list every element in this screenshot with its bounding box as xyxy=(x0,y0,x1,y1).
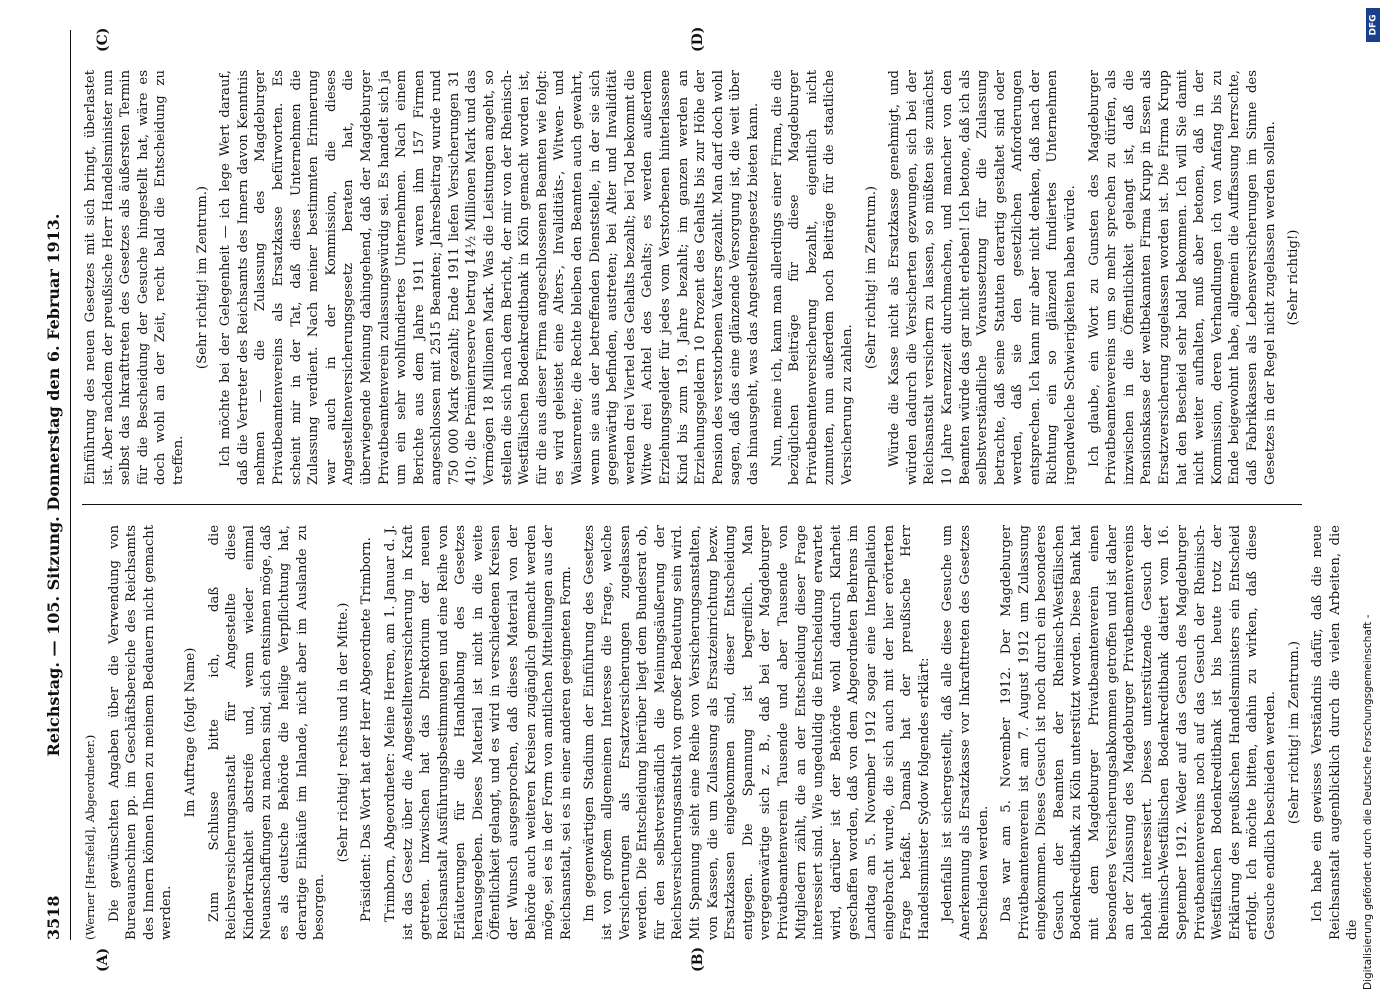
paragraph: Einführung des neuen Gesetzes mit sich bringt, überlastet ist. Aber nachdem der preußische Herr Handelsminister nun selbst das Inkrafttreten des Gesetzes als äußersten Termin für die Bescheidung der Gesuche hingestellt hat, wäre es doch wohl an der Zeit, recht bald die Entscheidung zu treffen. xyxy=(83,70,186,485)
page-header xyxy=(40,30,71,940)
president-statement: Präsident: Das Wort hat der Herr Abgeordnete Trimborn. xyxy=(359,537,375,922)
right-column xyxy=(82,70,1312,485)
interjection: (Sehr richtig! im Zentrum.) xyxy=(194,185,210,370)
running-title: Reichstag. — 105. Sitzung. Donnerstag den 6. Februar 1913. xyxy=(44,213,63,757)
left-column xyxy=(82,525,1361,940)
signature-line: Im Auftrage (folgt Name) xyxy=(182,647,198,818)
interjection: (Sehr richtig! rechts und in der Mitte.) xyxy=(335,602,351,863)
margin-mark-c: (C) xyxy=(95,27,111,52)
margin-mark-a: (A) xyxy=(95,947,111,972)
interjection: (Sehr richtig! im Zentrum.) xyxy=(863,185,879,370)
dfg-logo-text: DFG xyxy=(1368,14,1379,36)
paragraph: Ich möchte bei der Gelegenheit — ich lege Wert darauf, daß die Vertreter des Reichsamts des Innern davon Kenntnis nehmen — die Zulassung des Magdeburger Privatbeamtenvereins als Ersatzkasse befürworten. Es scheint mir in der Tat, daß dieses Unternehmen die Zulassung verdient. Nach meiner bestimmten Erinnerung war auch in der Kommission, die dieses Angestelltenversicherungsgesetz beraten hat, die überwiegende Meinung dahingehend, daß der Magdeburger Privatbeamtenverein zulassungswürdig sei. Es handelt sich ja um ein sehr wohlfundiertes Unternehmen. Nach einem Berichte aus dem Jahre 1911 waren ihm 157 Firmen angeschlossen mit 2515 Beamten; Jahresbeitrag wurde rund 750 000 Mark gezahlt; Ende 1911 liefen Versicherungen 31 410; die Prämienreserve betrug 14½ Millionen Mark und das Vermögen 18 Millionen Mark. Was die Leistungen angeht, so stellen die sich nach dem Bericht, der mir von der Rheinisch-Westfälischen Bodenkreditbank in Köln gemacht worden ist, für die aus dieser Firma angeschlossenen Beamten wie folgt: es wird geleistet eine Alters-, Invaliditäts-, Witwen- und Waisenrente; die Rechte bleiben den Beamten auch gewahrt, wenn sie aus der betreffenden Dienststelle, in der sie sich gegenwärtig befinden, austreten; bei Alter und Invalidität werden drei Viertel des Gehalts bezahlt; bei Tod bekommt die Witwe drei Achtel des Gehalts; es werden außerdem Erziehungsgelder für jedes vom Verstorbenen hinterlassene Kind bis zum 19. Jahre bezahlt; im ganzen werden an Erziehungsgeldern 10 Prozent des Gehalts bis zur Höhe der Pension des verstorbenen Vaters gezahlt. Man darf doch wohl sagen, daß das eine glänzende Versorgung ist, die weit über das hinausgeht, was das Angestelltengesetz bieten kann. xyxy=(218,70,761,485)
speaker-continuation: (Werner [Hersfeld], Abgeordneter.) xyxy=(83,734,97,940)
quotation: Jedenfalls ist sichergestellt, daß alle diese Gesuche um Anerkennung als Ersatzkasse vor Inkrafttreten des Gesetzes beschieden werden. xyxy=(940,525,991,940)
dfg-logo xyxy=(1366,8,1380,42)
page-number: 3518 xyxy=(44,895,63,940)
paragraph: Die gewünschten Angaben über die Verwendung von Bureauanschinen pp. im Geschäftsbereiche des Reichsamts des Innern können Ihnen zu meinem Bedauern nicht gemacht werden. xyxy=(106,525,175,940)
paragraph: Ich habe ein gewisses Verständnis dafür, daß die neue Reichsanstalt augenblicklich durch die vielen Arbeiten, die die xyxy=(1310,525,1361,940)
digitization-credit: Digitalisierung gefördert durch die Deutsche Forschungsgemeinschaft - xyxy=(1362,614,1374,990)
paragraph: Im gegenwärtigen Stadium der Einführung des Gesetzes ist von großem allgemeinen Interesse die Frage, welche Versicherungen als Ersatzversicherungen zugelassen werden. Die Entscheidung hierüber liegt dem Bundesrat ob, für den selbstverständlich die Meinungsäußerung der Reichsversicherungsanstalt von großer Bedeutung sein wird. Mit Spannung sieht eine Reihe von Versicherungsanstalten, von Kassen, die um Zulassung als Ersatzeinrichtung bezw. Ersatzkassen eingekommen sind, dieser Entscheidung entgegen. Die Spannung ist begreiflich. Man vergegenwärtige sich z. B., daß bei der Magdeburger Privatbeamtenverein Tausende und aber Tausende von Mitgliedern zählt, die an der Entscheidung dieser Frage interessiert sind. Wie ungeduldig die Entscheidung erwartet wird, darüber ist der Behörde wohl dadurch Klarheit geschaffen worden, daß von dem Abgeordneten Behrens im Landtag am 5. November 1912 sogar eine Interpellation eingebracht wurde, die sich auch mit der hier erörterten Frage befaßt. Damals hat der preußische Herr Handelsminister Sydow folgendes erklärt: xyxy=(582,525,932,940)
margin-mark-d: (D) xyxy=(690,26,706,52)
paragraph: Trimborn, Abgeordneter: Meine Herren, am 1. Januar d. J. ist das Gesetz über die Angestelltenversicherung in Kraft getreten. Inzwischen hat das Direktorium der neuen Reichsanstalt Ausführungsbestimmungen und eine Reihe von Erläuterungen für die Handhabung des Gesetzes herausgegeben. Dieses Material ist nicht in die weite Öffentlichkeit gelangt, und es wird in verschiedenen Kreisen der Wunsch ausgesprochen, daß dieses Material von der Behörde auch weiteren Kreisen zugänglich gemacht werden möge, sei es in der Form von amtlichen Mitteilungen aus der Reichsanstalt, sei es in einer anderen geeigneten Form. xyxy=(382,525,574,940)
column-divider xyxy=(82,504,1302,505)
interjection: (Sehr richtig!) xyxy=(1286,229,1302,326)
paragraph: Würde die Kasse nicht als Ersatzkasse genehmigt, und würden dadurch die Versicherten gezwungen, sich bei der Reichsanstalt versichern zu lassen, so müßten sie zunächst 10 Jahre Karenzzeit durchmachen, und mancher von den Beamten würde das gar nicht erleben! Ich betone, daß ich als selbstverständliche Voraussetzung für die Zulassung betrachte, daß seine Statuten derartig gestaltet sind oder werden, daß sie den gesetzlichen Anforderungen entsprechen. Ich kann mir aber nicht denken, daß nach der Richtung ein so glänzend fundiertes Unternehmen irgendwelche Schwierigkeiten haben würde. xyxy=(887,70,1079,485)
paragraph: Nun, meine ich, kann man allerdings einer Firma, die die bezüglichen Beiträge für diese Magdeburger Privatbeamtenversicherung bezahlt, eigentlich nicht zumuten, nun außerdem noch Beiträge für die staatliche Versicherung zu zahlen. xyxy=(769,70,855,485)
paragraph: Das war am 5. November 1912. Der Magdeburger Privatbeamtenverein ist am 7. August 1912 um Zulassung eingekommen. Dieses Gesuch ist noch durch ein besonderes Gesuch der Beamten der Rheinisch-Westfälischen Bodenkreditbank zu Köln unterstützt worden. Diese Bank hat mit dem Magdeburger Privatbeamtenverein einen besonderes Versicherungsabkommen getroffen und ist daher an der Zulassung des Magdeburger Privatbeamtenvereins lebhaft interessiert. Dieses unterstützende Gesuch der Rheinisch-Westfälischen Bodenkreditbank datiert vom 16. September 1912. Weder auf das Gesuch des Magdeburger Privatbeamtenvereins noch auf das Gesuch der Rheinisch-Westfälischen Bodenkreditbank ist bis heute trotz der Erklärung des preußischen Handelsministers ein Entscheid erfolgt. Ich möchte bitten, dahin zu wirken, daß diese Gesuche endlich beschieden werden. xyxy=(999,525,1278,940)
paragraph: Ich glaube, ein Wort zu Gunsten des Magdeburger Privatbeamtenvereins um so mehr sprechen zu dürfen, als inzwischen in die Öffentlichkeit gelangt ist, daß die Pensionskasse der weltbekannten Firma Krupp in Essen als Ersatzversicherung zugelassen worden ist. Die Firma Krupp hat den Bescheid sehr bald bekommen. Ich will Sie damit nicht weiter aufhalten, muß aber betonen, daß in der Kommission, deren Verhandlungen ich von Anfang bis zu Ende beigewohnt habe, allgemein die Auffassung herrschte, daß Fabrikkassen als Lebensversicherungen im Sinne des Gesetzes in der Regel nicht zugelassen werden sollen. xyxy=(1086,70,1278,485)
interjection: (Sehr richtig! im Zentrum.) xyxy=(1286,640,1302,825)
margin-mark-b: (B) xyxy=(690,946,706,972)
paragraph: Zum Schlusse bitte ich, daß die Reichsversicherungsanstalt für Angestellte diese Kinderkrankheit abstreife und, wenn wieder einmal Neuanschaffungen zu machen sind, sich entsinnen möge, daß es als deutsche Behörde die heilige Verpflichtung hat, derartige Einkäufe im Inlande, nicht aber im Auslande zu besorgen. xyxy=(206,525,328,940)
